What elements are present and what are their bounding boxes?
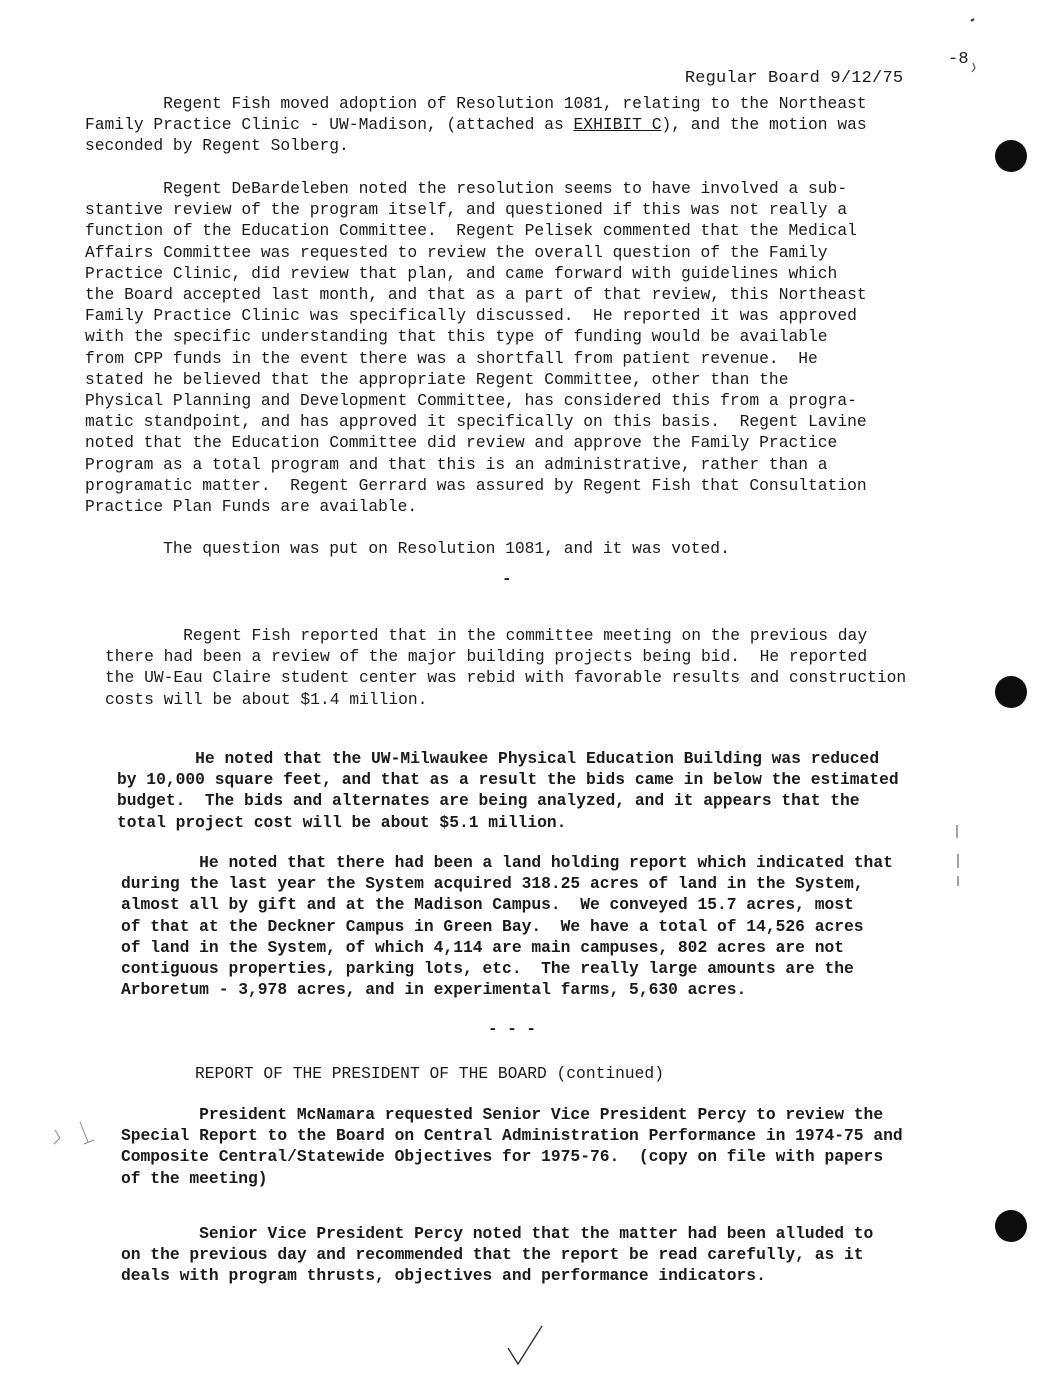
separator-dash: -	[502, 570, 512, 588]
text-line: Special Report to the Board on Central Administration Performance in 1974-75 and	[121, 1126, 903, 1146]
text-line: during the last year the System acquired 318.25 acres of land in the System,	[121, 874, 864, 894]
hole-punch-top	[995, 140, 1027, 172]
paragraph-land-holding	[121, 852, 893, 1000]
text-line: He noted that the UW-Milwaukee Physical Education Building was reduced	[117, 749, 880, 768]
text-line: Affairs Committee was requested to review the overall question of the Family	[85, 242, 828, 262]
text-line: there had been a review of the major building projects being bid. He reported	[105, 647, 868, 667]
margin-ticks	[950, 820, 970, 920]
text-line: contiguous properties, parking lots, etc. The really large amounts are the	[121, 959, 854, 979]
separator-dashes: - - -	[488, 1020, 537, 1038]
text-line: Family Practice Clinic - UW-Madison, (attached as EXHIBIT C), and the motion was	[85, 115, 867, 135]
text-line: Regent Fish reported that in the committee meeting on the previous day	[105, 626, 868, 645]
text-line: President McNamara requested Senior Vice President Percy to review the	[121, 1105, 884, 1124]
text-line: of land in the System, of which 4,114 are main campuses, 802 acres are not	[121, 937, 845, 957]
text-line: stated he believed that the appropriate Regent Committee, other than the	[85, 369, 789, 389]
text-line: total project cost will be about $5.1 million.	[117, 812, 567, 832]
paragraph-debardeleben-discussion	[85, 178, 867, 517]
hole-punch-middle	[995, 676, 1027, 708]
text-line: Program as a total program and that this is an administrative, rather than a	[85, 454, 828, 474]
text-line: Arboretum - 3,978 acres, and in experimental farms, 5,630 acres.	[121, 980, 747, 1000]
text-line: Practice Plan Funds are available.	[85, 497, 418, 517]
paragraph-building-projects	[105, 625, 906, 710]
text-line: Senior Vice President Percy noted that the matter had been alluded to	[121, 1224, 874, 1243]
text-line: deals with program thrusts, objectives and performance indicators.	[121, 1266, 766, 1286]
paragraph-milwaukee-building	[117, 748, 899, 833]
text-line: He noted that there had been a land holding report which indicated that	[121, 853, 893, 872]
document-title: Regular Board 9/12/75	[684, 69, 904, 88]
text-line: Regent DeBardeleben noted the resolution seems to have involved a sub-	[85, 179, 848, 198]
text-line: almost all by gift and at the Madison Campus. We conveyed 15.7 acres, most	[121, 895, 854, 915]
text-line: seconded by Regent Solberg.	[85, 136, 349, 156]
text-line: on the previous day and recommended that the report be read carefully, as it	[121, 1245, 864, 1265]
text-line: of the meeting)	[121, 1168, 268, 1188]
text-line: matic standpoint, and has approved it specifically on this basis. Regent Lavine	[85, 412, 867, 432]
margin-marks	[965, 15, 985, 85]
checkmark-icon	[500, 1320, 550, 1370]
paragraph-percy-report	[121, 1223, 873, 1287]
text-line: Composite Central/Statewide Objectives for 1975-76. (copy on file with papers	[121, 1147, 884, 1167]
page-number: -8	[948, 50, 969, 69]
section-heading: REPORT OF THE PRESIDENT OF THE BOARD (continued)	[195, 1064, 664, 1083]
text-line: Practice Clinic, did review that plan, and came forward with guidelines which	[85, 263, 838, 283]
text-line: function of the Education Committee. Regent Pelisek commented that the Medical	[85, 221, 857, 241]
text-line: with the specific understanding that this type of funding would be available	[85, 327, 828, 347]
text-line: from CPP funds in the event there was a shortfall from patient revenue. He	[85, 348, 818, 368]
paragraph-special-report	[121, 1104, 903, 1189]
text-line: stantive review of the program itself, and questioned if this was not really a	[85, 200, 848, 220]
margin-scribble	[40, 1110, 100, 1170]
text-line: budget. The bids and alternates are being analyzed, and it appears that the	[117, 791, 860, 811]
text-line: Regent Fish moved adoption of Resolution 1081, relating to the Northeast	[85, 94, 867, 113]
text-line: of that at the Deckner Campus in Green Bay. We have a total of 14,526 acres	[121, 916, 864, 936]
text-line: by 10,000 square feet, and that as a result the bids came in below the estimated	[117, 770, 899, 790]
text-line: costs will be about $1.4 million.	[105, 689, 428, 709]
exhibit-reference: EXHIBIT C	[573, 115, 662, 135]
text-line: programatic matter. Regent Gerrard was assured by Regent Fish that Consultation	[85, 475, 867, 495]
paragraph-resolution-1081	[85, 93, 867, 157]
text-line: Family Practice Clinic was specifically discussed. He reported it was approved	[85, 306, 857, 326]
text-line: noted that the Education Committee did review and approve the Family Practice	[85, 433, 838, 453]
hole-punch-bottom	[995, 1210, 1027, 1242]
text-line: Physical Planning and Development Committee, has considered this from a progra-	[85, 391, 857, 411]
paragraph-vote: The question was put on Resolution 1081, and it was voted.	[85, 539, 730, 558]
text-line: the Board accepted last month, and that as a part of that review, this Northeast	[85, 285, 867, 305]
text-line: the UW-Eau Claire student center was rebid with favorable results and construction	[105, 668, 907, 688]
